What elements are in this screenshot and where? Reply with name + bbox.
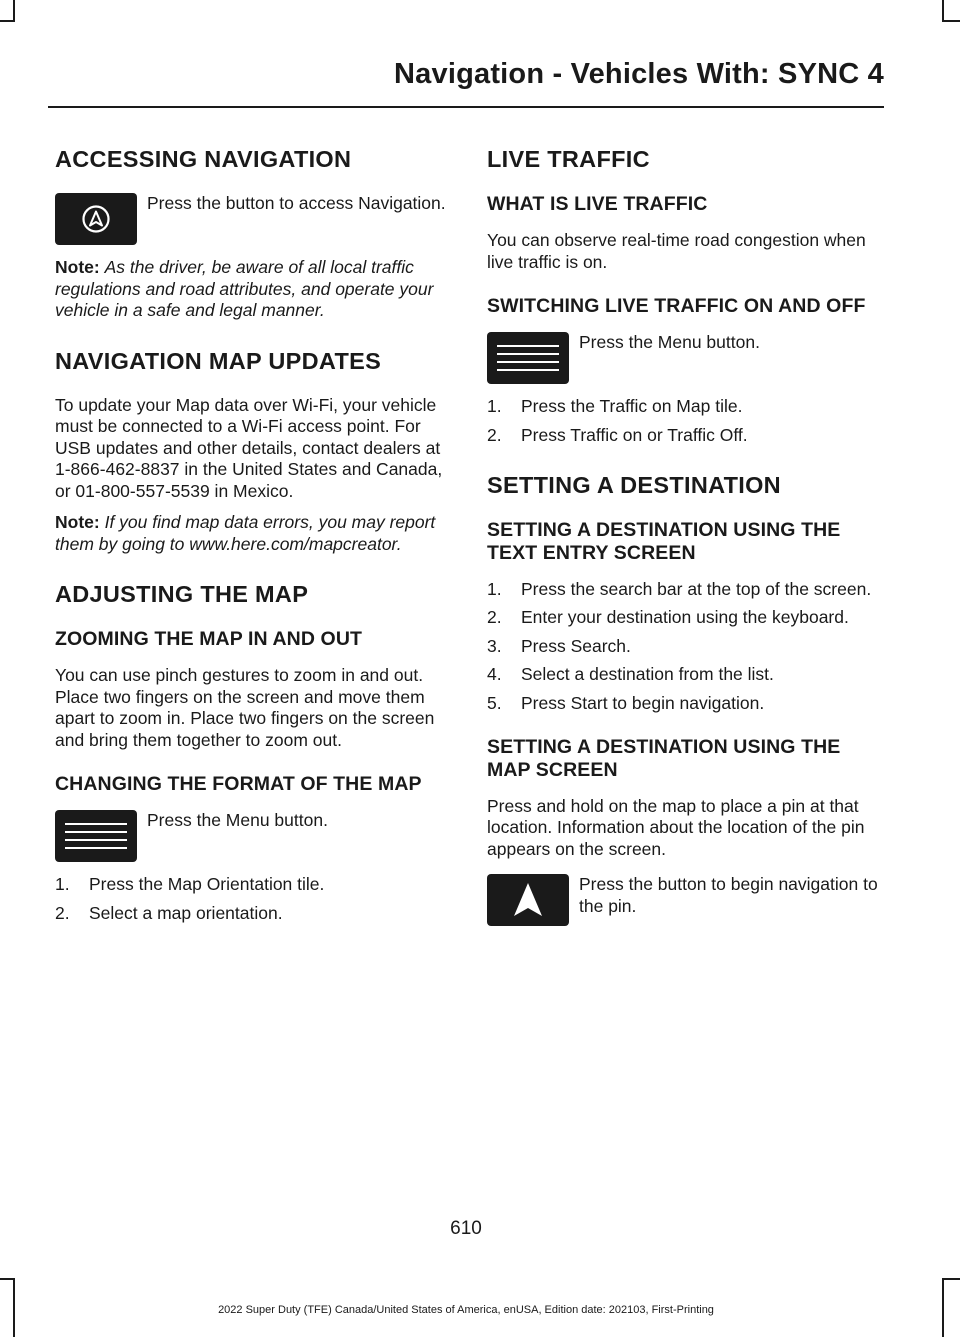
section-heading-adjusting-map: ADJUSTING THE MAP [55, 581, 309, 608]
subheading-changing-format: CHANGING THE FORMAT OF THE MAP [55, 773, 422, 796]
crop-mark [942, 20, 960, 22]
note-label: Note: [55, 512, 100, 533]
list-item [487, 607, 879, 629]
header-divider [48, 106, 884, 108]
navigation-button-instruction [55, 193, 447, 245]
step-text: Press the Traffic on Map tile. [521, 396, 743, 417]
subheading-zooming: ZOOMING THE MAP IN AND OUT [55, 628, 363, 651]
menu-button-text: Press the Menu button. [147, 810, 328, 831]
navigation-button-text: Press the button to access Navigation. [147, 193, 446, 214]
menu-icon [487, 332, 569, 384]
note-text: As the driver, be aware of all local traffic regulations and road attributes, and operate your vehicle in a safe and legal manner. [55, 257, 434, 321]
start-navigation-text: Press the button to begin navigation to the pin. [579, 874, 878, 916]
section-heading-live-traffic: LIVE TRAFFIC [487, 146, 650, 172]
list-item [487, 636, 879, 658]
list-item [487, 425, 879, 447]
menu-button-text: Press the Menu button. [579, 332, 760, 353]
live-traffic-body: You can observe real-time road congestion when live traffic is on. [487, 230, 866, 272]
menu-button-instruction [487, 332, 879, 384]
menu-button-instruction [55, 810, 447, 862]
step-number: 3. [487, 635, 502, 656]
list-item [487, 396, 879, 418]
list-item [55, 903, 447, 925]
step-number: 1. [487, 396, 502, 417]
subheading-switching-live-traffic: SWITCHING LIVE TRAFFIC ON AND OFF [487, 295, 866, 318]
list-item [487, 664, 879, 686]
step-text: Select a destination from the list. [521, 664, 774, 685]
step-text: Press the Map Orientation tile. [89, 874, 325, 895]
step-number: 4. [487, 664, 502, 685]
list-item [487, 579, 879, 601]
step-text: Press the search bar at the top of the screen. [521, 578, 872, 599]
list-item [487, 693, 879, 715]
section-heading-accessing-navigation: ACCESSING NAVIGATION [55, 146, 352, 172]
subheading-text-entry-screen: SETTING A DESTINATION USING THE TEXT ENTRY SCREEN [487, 519, 841, 564]
subheading-map-screen: SETTING A DESTINATION USING THE MAP SCREEN [487, 736, 841, 781]
right-column [487, 146, 879, 938]
step-text: Select a map orientation. [89, 902, 283, 923]
step-number: 5. [487, 692, 502, 713]
step-number: 1. [55, 874, 70, 895]
list-item [55, 874, 447, 896]
step-text: Press Search. [521, 635, 631, 656]
zooming-body: You can use pinch gestures to zoom in and out. Place two fingers on the screen and move them apart to zoom in. Place two fingers on the screen and bring them together to zoom out. [55, 665, 435, 750]
navigation-icon [55, 193, 137, 245]
page-header-title: Navigation - Vehicles With: SYNC 4 [394, 58, 884, 90]
note-driver-safety [55, 257, 447, 322]
crop-mark [942, 0, 944, 22]
section-heading-map-updates: NAVIGATION MAP UPDATES [55, 347, 382, 374]
crop-mark [0, 20, 15, 22]
step-number: 1. [487, 578, 502, 599]
section-heading-setting-destination: SETTING A DESTINATION [487, 472, 781, 499]
step-number: 2. [487, 607, 502, 628]
crop-mark [0, 1278, 15, 1280]
note-label: Note: [55, 257, 100, 278]
map-screen-body: Press and hold on the map to place a pin at that location. Information about the location of the pin appears on the screen. [487, 795, 865, 859]
crop-mark [942, 1278, 944, 1337]
start-navigation-instruction [487, 874, 879, 926]
step-text: Enter your destination using the keyboard. [521, 607, 849, 628]
crop-mark [942, 1278, 960, 1280]
note-text: If you find map data errors, you may report them by going to www.here.com/mapcreator. [55, 512, 436, 554]
menu-icon [55, 810, 137, 862]
map-updates-body: To update your Map data over Wi-Fi, your vehicle must be connected to a Wi-Fi access point. For USB updates and other details, contact dealers at 1-866-462-8837 in the United States and Canada, or 01-800-557-5539 in Mexico. [55, 394, 443, 501]
map-format-steps [55, 874, 447, 924]
note-map-errors [55, 512, 447, 555]
navigation-arrow-icon [487, 874, 569, 926]
step-text: Press Start to begin navigation. [521, 692, 765, 713]
left-column [55, 146, 447, 934]
footer-edition-info: 2022 Super Duty (TFE) Canada/United States of America, enUSA, Edition date: 202103, First-Printing [218, 1304, 714, 1316]
subheading-what-is-live-traffic: WHAT IS LIVE TRAFFIC [487, 193, 708, 216]
step-number: 2. [55, 902, 70, 923]
text-entry-steps [487, 579, 879, 715]
live-traffic-steps [487, 396, 879, 446]
crop-mark [13, 0, 15, 22]
step-text: Press Traffic on or Traffic Off. [521, 424, 748, 445]
step-number: 2. [487, 424, 502, 445]
page-number: 610 [450, 1218, 482, 1239]
